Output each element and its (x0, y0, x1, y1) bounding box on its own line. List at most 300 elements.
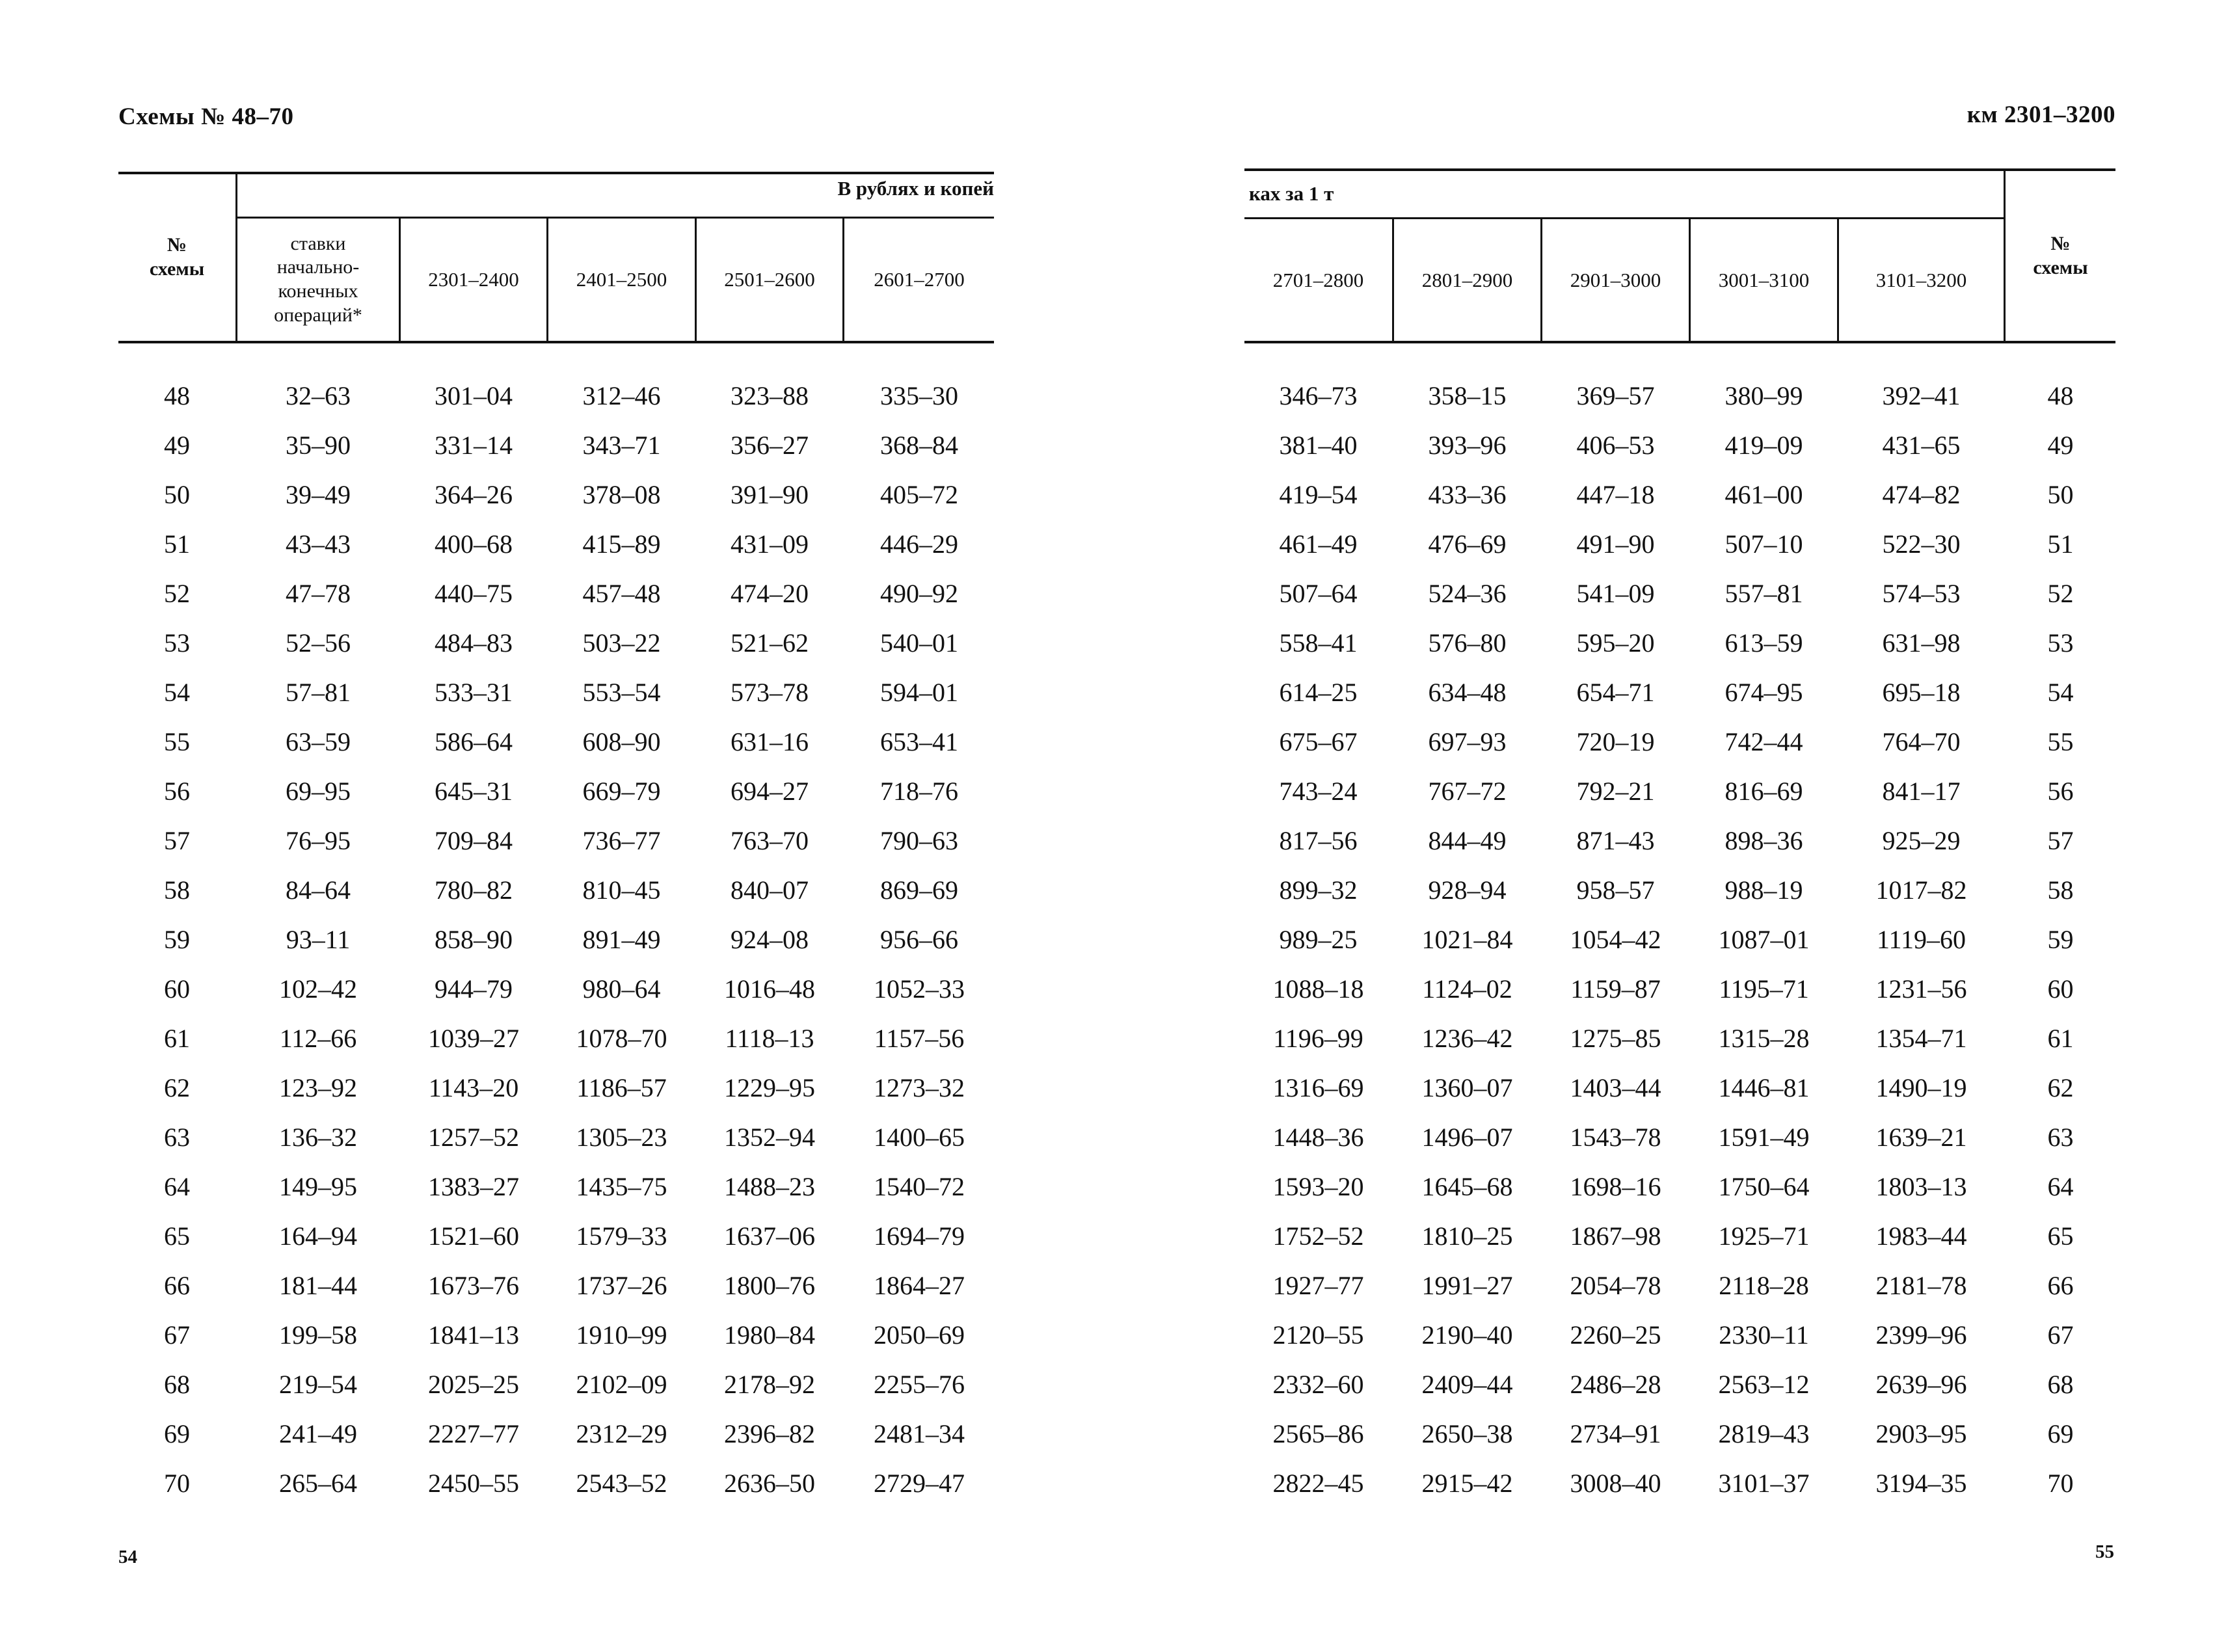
tariff-cell: 780–82 (435, 875, 513, 905)
rate-cell: 112–66 (279, 1023, 357, 1053)
tariff-cell: 573–78 (731, 677, 809, 707)
scheme-number-cell: 62 (164, 1072, 190, 1102)
tariff-cell: 2312–29 (576, 1419, 667, 1448)
scheme-number-cell: 54 (164, 677, 190, 707)
tariff-cell: 816–69 (1725, 776, 1803, 806)
tariff-cell: 1118–13 (725, 1023, 814, 1053)
page-number-right: 55 (2095, 1541, 2114, 1562)
tariff-cell: 557–81 (1725, 578, 1803, 608)
tariff-cell: 521–62 (731, 628, 809, 658)
tariff-cell: 522–30 (1882, 529, 1961, 559)
tariff-cell: 1159–87 (1570, 974, 1661, 1004)
tariff-cell: 507–64 (1279, 578, 1358, 608)
tariff-cell: 1841–13 (428, 1320, 519, 1350)
tariff-cell: 891–49 (582, 924, 661, 954)
scheme-number-cell: 57 (2047, 825, 2074, 855)
number-sign: № (2050, 232, 2071, 254)
scheme-number-cell: 50 (164, 479, 190, 509)
tariff-cell: 944–79 (435, 974, 513, 1004)
scheme-number-cell: 54 (2047, 677, 2074, 707)
tariff-cell: 669–79 (582, 776, 661, 806)
tariff-cell: 695–18 (1882, 677, 1961, 707)
tariff-cell: 869–69 (880, 875, 958, 905)
tariff-cell: 392–41 (1882, 380, 1961, 410)
tariff-cell: 1496–07 (1421, 1122, 1513, 1152)
tariff-cell: 1229–95 (724, 1072, 815, 1102)
tariff-cell: 1488–23 (724, 1171, 815, 1201)
tariff-cell: 558–41 (1279, 628, 1358, 658)
tariff-cell: 2332–60 (1272, 1369, 1364, 1399)
tariff-cell: 1991–27 (1421, 1270, 1513, 1300)
scheme-number-cell: 51 (164, 529, 190, 559)
tariff-cell: 335–30 (880, 380, 958, 410)
tariff-cell: 2563–12 (1718, 1369, 1810, 1399)
tariff-cell: 2729–47 (874, 1468, 965, 1498)
tariff-cell: 3101–37 (1718, 1468, 1810, 1498)
page-number-left: 54 (118, 1547, 137, 1567)
tariff-cell: 1196–99 (1273, 1023, 1363, 1053)
tariff-cell: 764–70 (1882, 726, 1961, 756)
tariff-cell: 767–72 (1428, 776, 1507, 806)
scheme-number-cell: 61 (164, 1023, 190, 1053)
scheme-number-cell: 68 (164, 1369, 190, 1399)
tariff-cell: 1143–20 (428, 1072, 519, 1102)
tariff-cell: 858–90 (435, 924, 513, 954)
tariff-cell: 3008–40 (1570, 1468, 1661, 1498)
scheme-number-cell: 58 (2047, 875, 2074, 905)
tariff-cell: 1231–56 (1875, 974, 1967, 1004)
tariff-cell: 474–82 (1882, 479, 1961, 509)
tariff-cell: 1021–84 (1421, 924, 1513, 954)
tariff-cell: 1383–27 (428, 1171, 519, 1201)
tariff-cell: 928–94 (1428, 875, 1507, 905)
tariff-cell: 1186–57 (576, 1072, 667, 1102)
tariff-cell: 840–07 (731, 875, 809, 905)
tariff-cell: 720–19 (1576, 726, 1655, 756)
scheme-number-cell: 66 (2047, 1270, 2074, 1300)
tariff-cell: 1983–44 (1875, 1221, 1967, 1251)
scheme-number-cell: 64 (164, 1171, 190, 1201)
tariff-cell: 1540–72 (874, 1171, 965, 1201)
tariff-cell: 503–22 (582, 628, 661, 658)
tariff-cell: 1446–81 (1718, 1072, 1810, 1102)
tariff-cell: 2819–43 (1718, 1419, 1810, 1448)
tariff-cell: 844–49 (1428, 825, 1507, 855)
tariff-cell: 419–09 (1725, 430, 1803, 460)
tariff-cell: 541–09 (1576, 578, 1655, 608)
tariff-cell: 742–44 (1725, 726, 1803, 756)
rates-header-line: конечных (278, 280, 358, 302)
tariff-cell: 358–15 (1428, 380, 1507, 410)
tariff-cell: 1354–71 (1875, 1023, 1967, 1053)
tariff-cell: 405–72 (880, 479, 958, 509)
tariff-cell: 2639–96 (1875, 1369, 1967, 1399)
rate-cell: 69–95 (286, 776, 351, 806)
tariff-cell: 1315–28 (1718, 1023, 1810, 1053)
tariff-cell: 631–16 (731, 726, 809, 756)
rates-header (237, 219, 399, 341)
scheme-number-header-left (118, 174, 235, 341)
tariff-cell: 763–70 (731, 825, 809, 855)
scheme-number-cell: 53 (164, 628, 190, 658)
tariff-cell: 694–27 (731, 776, 809, 806)
tariff-cell: 792–21 (1576, 776, 1655, 806)
rate-cell: 123–92 (279, 1072, 357, 1102)
tariff-cell: 1016–48 (724, 974, 815, 1004)
scheme-number-cell: 61 (2047, 1023, 2074, 1053)
km-range-header: 3101–3200 (1875, 268, 1967, 291)
tariff-cell: 1088–18 (1272, 974, 1364, 1004)
tariff-cell: 2565–86 (1272, 1419, 1364, 1448)
tariff-cell: 433–36 (1428, 479, 1507, 509)
tariff-cell: 1157–56 (874, 1023, 965, 1053)
tariff-cell: 898–36 (1725, 825, 1803, 855)
rates-header-line: ставки (290, 232, 346, 254)
rate-cell: 35–90 (286, 430, 351, 460)
tariff-cell: 406–53 (1576, 430, 1655, 460)
tariff-cell: 2915–42 (1421, 1468, 1513, 1498)
tariff-cell: 1925–71 (1718, 1221, 1810, 1251)
tariff-cell: 1490–19 (1875, 1072, 1967, 1102)
tariff-cell: 1637–06 (724, 1221, 815, 1251)
rate-cell: 63–59 (286, 726, 351, 756)
tariff-cell: 380–99 (1725, 380, 1803, 410)
tariff-cell: 540–01 (880, 628, 958, 658)
tariff-cell: 484–83 (435, 628, 513, 658)
scheme-number-cell: 65 (164, 1221, 190, 1251)
right-header-bottom-rule (1244, 341, 2115, 343)
scheme-number-cell: 64 (2047, 1171, 2074, 1201)
tariff-cell: 1275–85 (1570, 1023, 1661, 1053)
tariff-cell: 1087–01 (1718, 924, 1810, 954)
rate-cell: 57–81 (286, 677, 351, 707)
tariff-cell: 817–56 (1279, 825, 1358, 855)
rate-cell: 199–58 (279, 1320, 357, 1350)
tariff-cell: 419–54 (1279, 479, 1358, 509)
tariff-cell: 595–20 (1576, 628, 1655, 658)
tariff-cell: 1195–71 (1719, 974, 1809, 1004)
rate-cell: 43–43 (286, 529, 351, 559)
tariff-cell: 1980–84 (724, 1320, 815, 1350)
tariff-cell: 1316–69 (1272, 1072, 1364, 1102)
scheme-number-cell: 63 (2047, 1122, 2074, 1152)
tariff-cell: 2255–76 (874, 1369, 965, 1399)
rate-cell: 181–44 (279, 1270, 357, 1300)
scheme-number-cell: 49 (2047, 430, 2074, 460)
tariff-cell: 1645–68 (1421, 1171, 1513, 1201)
tariff-cell: 2734–91 (1570, 1419, 1661, 1448)
tariff-cell: 2227–77 (428, 1419, 519, 1448)
tariff-cell: 1352–94 (724, 1122, 815, 1152)
tariff-cell: 1521–60 (428, 1221, 519, 1251)
tariff-cell: 956–66 (880, 924, 958, 954)
km-range-header: 2501–2600 (724, 268, 815, 291)
tariff-cell: 364–26 (435, 479, 513, 509)
tariff-cell: 841–17 (1882, 776, 1961, 806)
tariff-cell: 378–08 (582, 479, 661, 509)
tariff-cell: 576–80 (1428, 628, 1507, 658)
tariff-cell: 381–40 (1279, 430, 1358, 460)
rate-cell: 84–64 (286, 875, 351, 905)
scheme-number-cell: 67 (2047, 1320, 2074, 1350)
tariff-cell: 391–90 (731, 479, 809, 509)
tariff-cell: 490–92 (880, 578, 958, 608)
tariff-cell: 925–29 (1882, 825, 1961, 855)
tariff-cell: 1867–98 (1570, 1221, 1661, 1251)
tariff-cell: 1236–42 (1421, 1023, 1513, 1053)
tariff-cell: 2025–25 (428, 1369, 519, 1399)
scheme-number-cell: 66 (164, 1270, 190, 1300)
tariff-cell: 1750–64 (1718, 1171, 1810, 1201)
rate-cell: 52–56 (286, 628, 351, 658)
tariff-cell: 533–31 (435, 677, 513, 707)
km-range-header: 2601–2700 (874, 268, 965, 291)
tariff-cell: 415–89 (582, 529, 661, 559)
left-table-top-rule (118, 172, 994, 174)
tariff-cell: 1360–07 (1421, 1072, 1513, 1102)
scheme-number-cell: 52 (2047, 578, 2074, 608)
tariff-cell: 675–67 (1279, 726, 1358, 756)
tariff-cell: 400–68 (435, 529, 513, 559)
tariff-cell: 1078–70 (576, 1023, 667, 1053)
tariff-cell: 608–90 (582, 726, 661, 756)
tariff-cell: 1639–21 (1875, 1122, 1967, 1152)
scheme-number-cell: 70 (164, 1468, 190, 1498)
tariff-cell: 736–77 (582, 825, 661, 855)
tariff-cell: 457–48 (582, 578, 661, 608)
tariff-cell: 3194–35 (1875, 1468, 1967, 1498)
tariff-cell: 507–10 (1725, 529, 1803, 559)
scheme-number-cell: 60 (164, 974, 190, 1004)
tariff-cell: 2118–28 (1719, 1270, 1809, 1300)
tariff-cell: 790–63 (880, 825, 958, 855)
tariff-cell: 2190–40 (1421, 1320, 1513, 1350)
scheme-label: схемы (2033, 256, 2088, 278)
scheme-number-cell: 56 (164, 776, 190, 806)
tariff-cell: 2399–96 (1875, 1320, 1967, 1350)
tariff-cell: 2102–09 (576, 1369, 667, 1399)
tariff-cell: 980–64 (582, 974, 661, 1004)
tariff-cell: 2822–45 (1272, 1468, 1364, 1498)
rate-cell: 102–42 (279, 974, 357, 1004)
rates-header-line: начально- (276, 256, 360, 278)
rate-cell: 241–49 (279, 1419, 357, 1448)
tariff-cell: 393–96 (1428, 430, 1507, 460)
rate-cell: 164–94 (279, 1221, 357, 1251)
tariff-cell: 574–53 (1882, 578, 1961, 608)
tariff-cell: 461–49 (1279, 529, 1358, 559)
tariff-cell: 1800–76 (724, 1270, 815, 1300)
tariff-cell: 1910–99 (576, 1320, 667, 1350)
tariff-cell: 447–18 (1576, 479, 1655, 509)
tariff-cell: 2050–69 (874, 1320, 965, 1350)
tariff-cell: 2181–78 (1875, 1270, 1967, 1300)
rate-cell: 265–64 (279, 1468, 357, 1498)
rate-cell: 39–49 (286, 479, 351, 509)
number-sign: № (167, 234, 187, 256)
scheme-number-cell: 48 (2047, 380, 2074, 410)
tariff-cell: 1864–27 (874, 1270, 965, 1300)
tariff-cell: 301–04 (435, 380, 513, 410)
tariff-cell: 1752–52 (1272, 1221, 1364, 1251)
scheme-number-cell: 56 (2047, 776, 2074, 806)
scheme-number-cell: 53 (2047, 628, 2074, 658)
tariff-cell: 356–27 (731, 430, 809, 460)
scheme-number-cell: 69 (2047, 1419, 2074, 1448)
tariff-cell: 2481–34 (874, 1419, 965, 1448)
tariff-cell: 1927–77 (1272, 1270, 1364, 1300)
tariff-cell: 810–45 (582, 875, 661, 905)
tariff-cell: 924–08 (731, 924, 809, 954)
scheme-number-cell: 65 (2047, 1221, 2074, 1251)
tariff-cell: 2330–11 (1719, 1320, 1809, 1350)
tariff-cell: 2650–38 (1421, 1419, 1513, 1448)
tariff-cell: 2486–28 (1570, 1369, 1661, 1399)
scheme-number-cell: 62 (2047, 1072, 2074, 1102)
tariff-cell: 1803–13 (1875, 1171, 1967, 1201)
scheme-number-cell: 58 (164, 875, 190, 905)
tariff-cell: 586–64 (435, 726, 513, 756)
tariff-cell: 1039–27 (428, 1023, 519, 1053)
tariff-cell: 1810–25 (1421, 1221, 1513, 1251)
tariff-cell: 989–25 (1279, 924, 1358, 954)
tariff-cell: 312–46 (582, 380, 661, 410)
scheme-number-cell: 48 (164, 380, 190, 410)
tariff-cell: 899–32 (1279, 875, 1358, 905)
tariff-cell: 1054–42 (1570, 924, 1661, 954)
page-title-right: км 2301–3200 (1966, 101, 2115, 128)
tariff-cell: 1737–26 (576, 1270, 667, 1300)
tariff-cell: 346–73 (1279, 380, 1358, 410)
km-range-header: 3001–3100 (1718, 268, 1810, 291)
tariff-cell: 2120–55 (1272, 1320, 1364, 1350)
scheme-number-cell: 60 (2047, 974, 2074, 1004)
scheme-number-cell: 55 (164, 726, 190, 756)
scheme-number-cell: 67 (164, 1320, 190, 1350)
tariff-cell: 718–76 (880, 776, 958, 806)
scheme-number-cell: 59 (164, 924, 190, 954)
tariff-cell: 440–75 (435, 578, 513, 608)
rates-header-line: операций* (274, 304, 362, 326)
currency-note-right: ках за 1 т (1249, 182, 1334, 205)
tariff-cell: 1673–76 (428, 1270, 519, 1300)
tariff-cell: 1403–44 (1570, 1072, 1661, 1102)
rate-cell: 93–11 (286, 924, 351, 954)
tariff-cell: 2396–82 (724, 1419, 815, 1448)
tariff-cell: 1694–79 (874, 1221, 965, 1251)
scheme-label: схемы (149, 258, 205, 280)
tariff-cell: 491–90 (1576, 529, 1655, 559)
tariff-cell: 524–36 (1428, 578, 1507, 608)
tariff-cell: 697–93 (1428, 726, 1507, 756)
page-title-left: Схемы № 48–70 (118, 103, 294, 130)
tariff-cell: 2543–52 (576, 1468, 667, 1498)
tariff-cell: 871–43 (1576, 825, 1655, 855)
rate-cell: 76–95 (286, 825, 351, 855)
scheme-number-header-right (2006, 171, 2115, 341)
tariff-cell: 331–14 (435, 430, 513, 460)
tariff-cell: 988–19 (1725, 875, 1803, 905)
tariff-cell: 634–48 (1428, 677, 1507, 707)
tariff-cell: 1448–36 (1272, 1122, 1364, 1152)
tariff-cell: 1119–60 (1876, 924, 1966, 954)
tariff-cell: 474–20 (731, 578, 809, 608)
tariff-cell: 1591–49 (1718, 1122, 1810, 1152)
tariff-cell: 653–41 (880, 726, 958, 756)
tariff-cell: 476–69 (1428, 529, 1507, 559)
tariff-cell: 2636–50 (724, 1468, 815, 1498)
tariff-cell: 1698–16 (1570, 1171, 1661, 1201)
tariff-cell: 1305–23 (576, 1122, 667, 1152)
scheme-number-cell: 70 (2047, 1468, 2074, 1498)
tariff-cell: 343–71 (582, 430, 661, 460)
km-range-header: 2801–2900 (1421, 268, 1513, 291)
scheme-number-cell: 69 (164, 1419, 190, 1448)
scheme-number-cell: 68 (2047, 1369, 2074, 1399)
tariff-cell: 553–54 (582, 677, 661, 707)
right-table-top-rule (1244, 168, 2115, 171)
tariff-cell: 431–09 (731, 529, 809, 559)
rate-cell: 47–78 (286, 578, 351, 608)
tariff-cell: 2260–25 (1570, 1320, 1661, 1350)
tariff-cell: 1543–78 (1570, 1122, 1661, 1152)
tariff-cell: 2178–92 (724, 1369, 815, 1399)
km-range-header: 2301–2400 (428, 268, 519, 291)
scheme-number-cell: 57 (164, 825, 190, 855)
scheme-number-cell: 49 (164, 430, 190, 460)
km-range-header: 2701–2800 (1272, 268, 1364, 291)
tariff-cell: 645–31 (435, 776, 513, 806)
tariff-cell: 654–71 (1576, 677, 1655, 707)
tariff-cell: 1593–20 (1272, 1171, 1364, 1201)
tariff-cell: 2409–44 (1421, 1369, 1513, 1399)
tariff-cell: 674–95 (1725, 677, 1803, 707)
tariff-cell: 323–88 (731, 380, 809, 410)
rate-cell: 149–95 (279, 1171, 357, 1201)
scheme-number-cell: 52 (164, 578, 190, 608)
tariff-cell: 1435–75 (576, 1171, 667, 1201)
tariff-cell: 958–57 (1576, 875, 1655, 905)
tariff-cell: 431–65 (1882, 430, 1961, 460)
tariff-cell: 368–84 (880, 430, 958, 460)
tariff-cell: 461–00 (1725, 479, 1803, 509)
tariff-cell: 1579–33 (576, 1221, 667, 1251)
tariff-cell: 1017–82 (1875, 875, 1967, 905)
currency-note-left: В рублях и копей (837, 177, 994, 200)
tariff-cell: 2054–78 (1570, 1270, 1661, 1300)
tariff-cell: 594–01 (880, 677, 958, 707)
tariff-cell: 743–24 (1279, 776, 1358, 806)
scheme-number-cell: 50 (2047, 479, 2074, 509)
scheme-number-cell: 55 (2047, 726, 2074, 756)
rate-cell: 219–54 (279, 1369, 357, 1399)
scheme-number-cell: 51 (2047, 529, 2074, 559)
tariff-cell: 709–84 (435, 825, 513, 855)
tariff-cell: 613–59 (1725, 628, 1803, 658)
left-header-bottom-rule (118, 341, 994, 343)
tariff-cell: 2450–55 (428, 1468, 519, 1498)
tariff-cell: 614–25 (1279, 677, 1358, 707)
tariff-cell: 1273–32 (874, 1072, 965, 1102)
tariff-cell: 1052–33 (874, 974, 965, 1004)
km-range-header: 2901–3000 (1570, 268, 1661, 291)
rate-cell: 136–32 (279, 1122, 357, 1152)
tariff-cell: 631–98 (1882, 628, 1961, 658)
scheme-number-cell: 63 (164, 1122, 190, 1152)
tariff-cell: 446–29 (880, 529, 958, 559)
rate-cell: 32–63 (286, 380, 351, 410)
scheme-number-cell: 59 (2047, 924, 2074, 954)
